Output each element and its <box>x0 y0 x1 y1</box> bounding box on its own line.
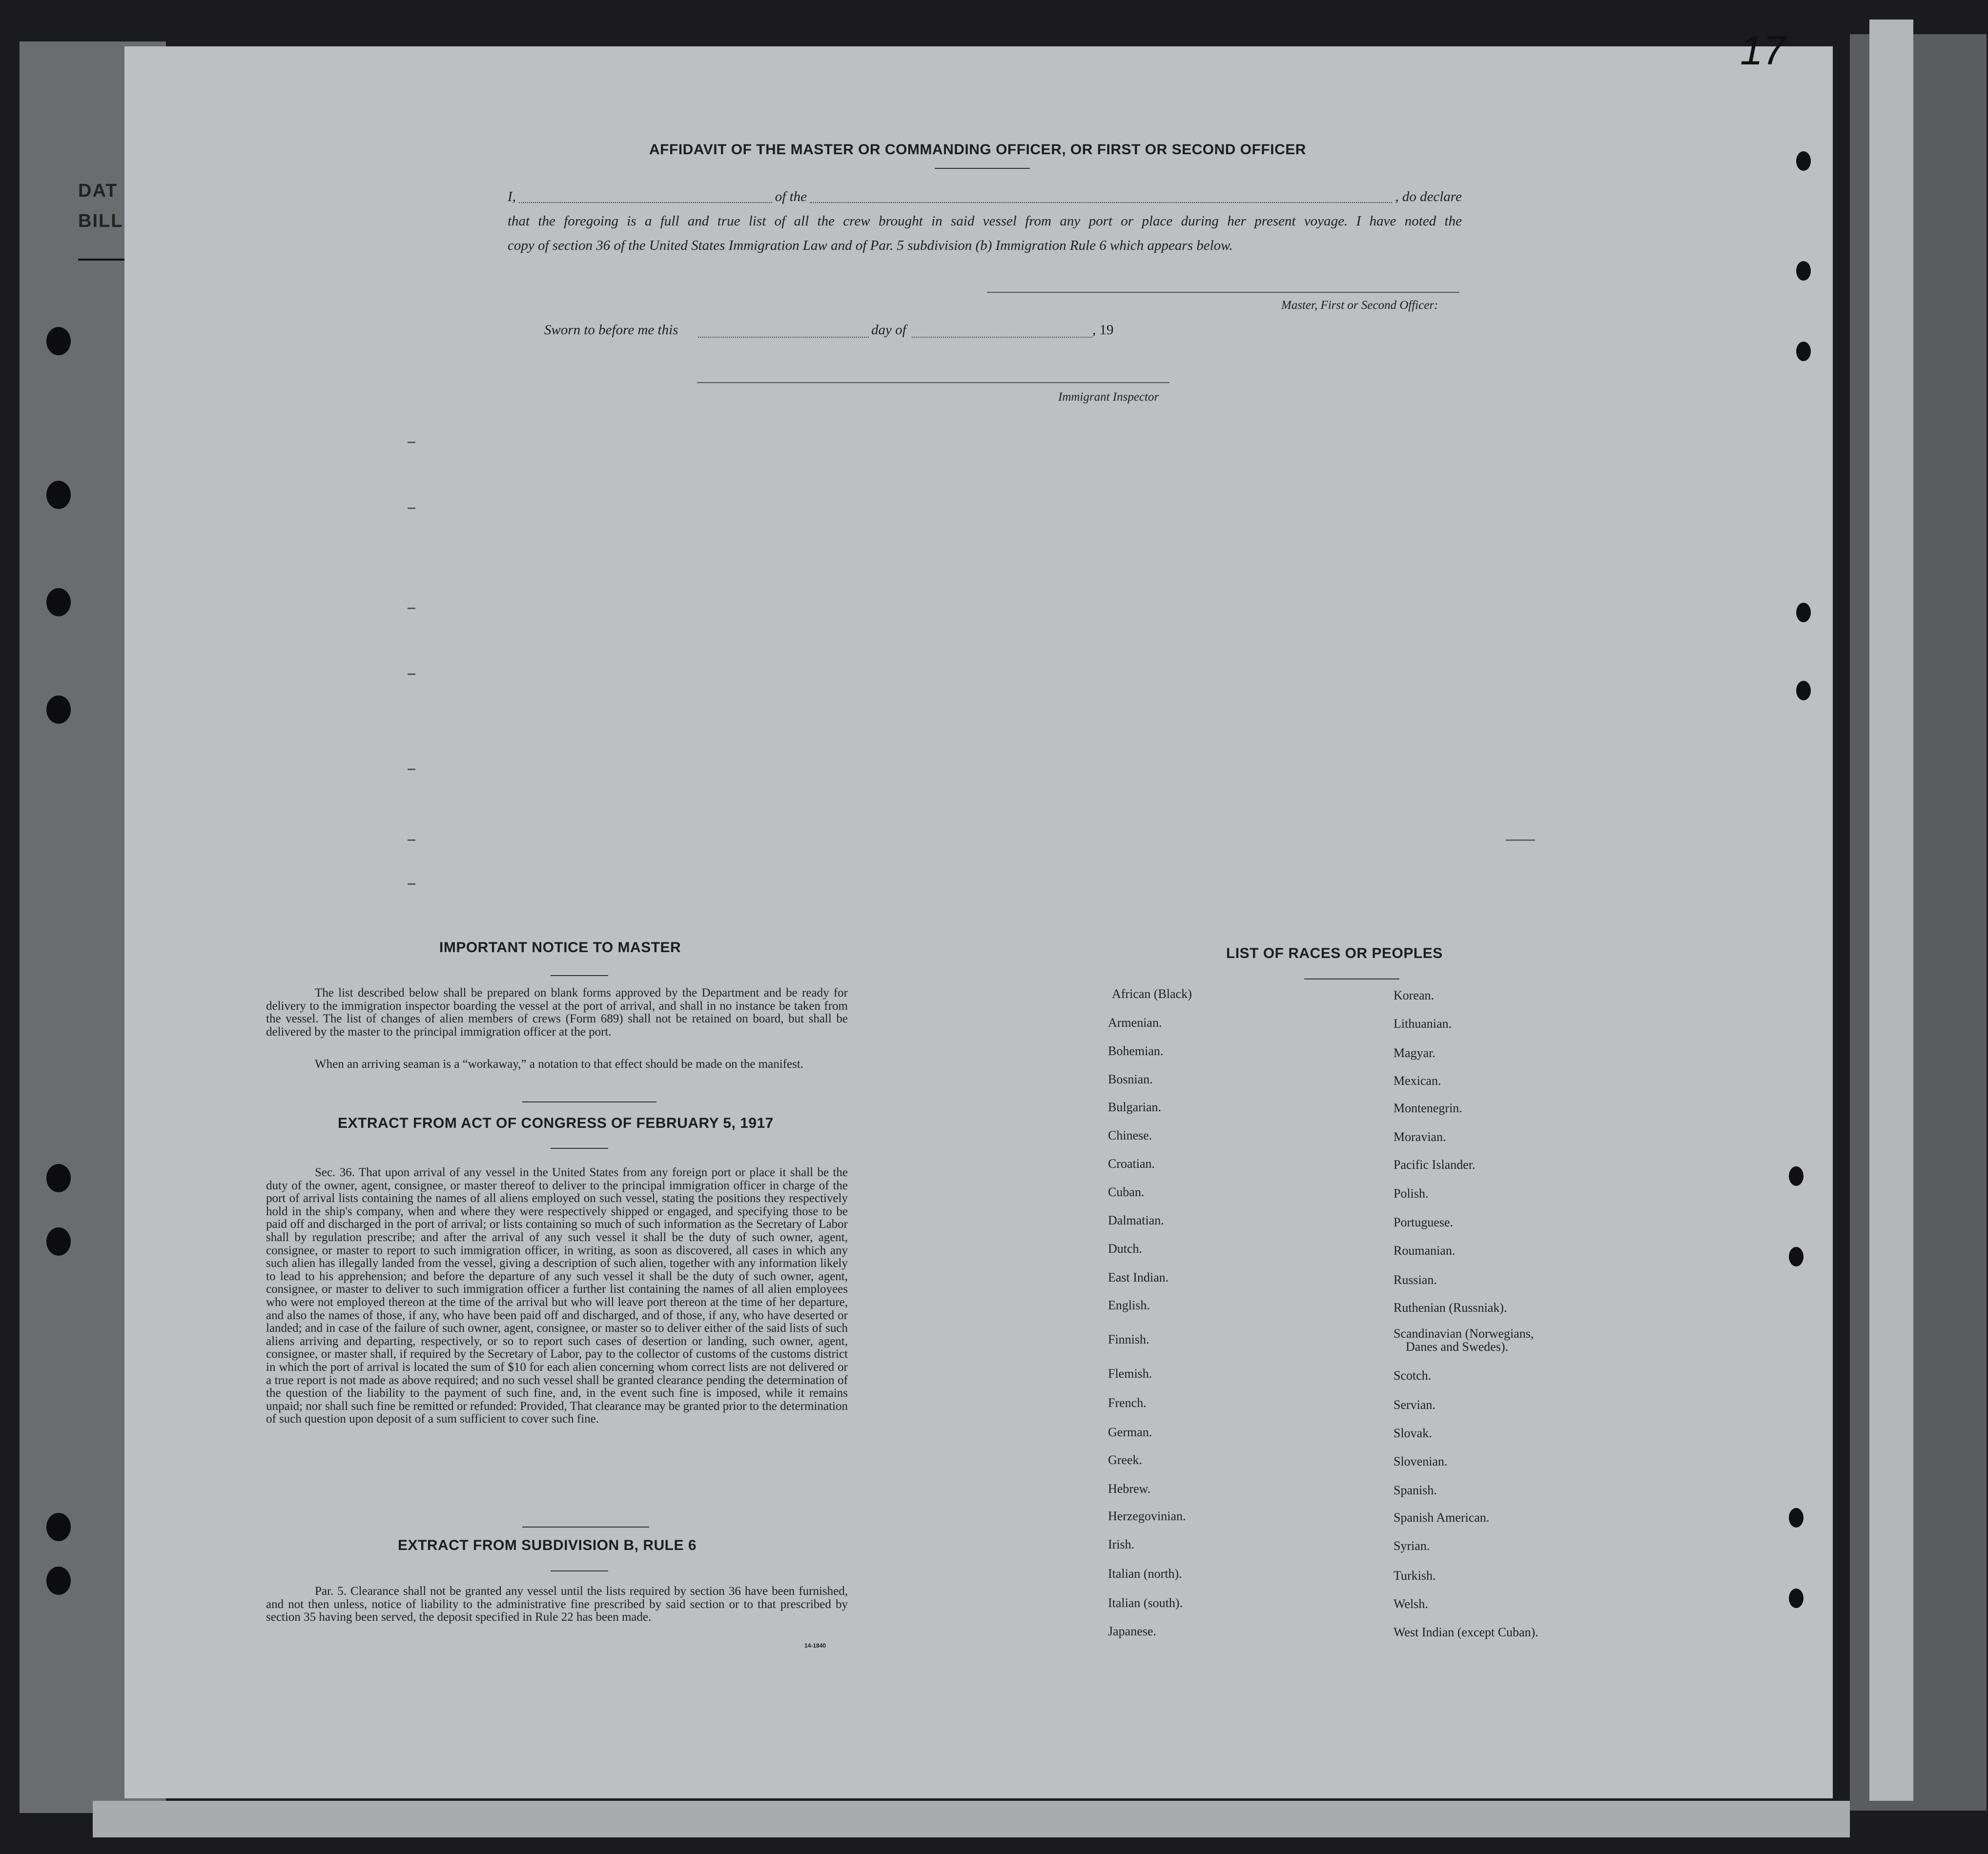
sworn-day-of: day of <box>871 322 906 338</box>
act-extract-body: Sec. 36. That upon arrival of any vessel in the United States from any foreign port or place it shall be the duty of the owner, agent, consignee, or master thereof to deliver to the principal immigration officer in charge of the port of arrival lists containing the names of all aliens employed on such vessel, stating the positions they respectively hold in the ship's company, when and where they were respectively shipped or engaged, and specifying those to be paid off and discharged in the port of arrival; or lists containing so much of such information as the Secretary of Labor shall by regulation prescribe; and after the arrival of any such vessel it shall be the duty of such owner, agent, consignee, or master to report to such immigration officer, in writing, as soon as discovered, all cases in which any such alien has illegally landed from the vessel, giving a description of such alien, together with any information likely to lead to his apprehension; and before the departure of any such vessel it shall be the duty of such owner, agent, consignee, or master to deliver to such immigration officer a further list containing the names of all alien employees who were not employed thereon at the time of the arrival but who will leave port thereon at the time of her departure, and also the names of those, if any, who have been paid off and discharged, and of those, if any, who have deserted or landed; and in case of the failure of such owner, agent, consignee, or master so to deliver either of the said lists of such aliens arriving and departing, respectively, or so to report such cases of desertion or landing, such owner, agent, consignee, or master shall, if required by the Secretary of Labor, pay to the collector of customs of the customs district in which the port of arrival is located the sum of $10 for each alien concerning whom correct lists are not delivered or a true report is not made as above required; and no such vessel shall be granted clearance pending the determination of the question of the liability to the payment of such fine, and, in the event such fine is imposed, while it remains unpaid; nor shall such fine be remitted or refunded: Provided, That clearance may be granted prior to the determination of such question upon deposit of a sum sufficient to cover such fine. <box>266 1166 848 1426</box>
affidavit-do-declare: , do declare <box>1395 189 1462 204</box>
race-item: East Indian. <box>1108 1270 1169 1284</box>
binding-hole <box>1796 342 1811 361</box>
binding-hole <box>46 481 71 509</box>
race-item: Hebrew. <box>1108 1482 1151 1496</box>
race-item: African (Black) <box>1112 987 1192 1001</box>
race-item: Cuban. <box>1108 1185 1145 1199</box>
affidavit-declaration-line <box>508 184 1462 209</box>
sworn-month-field[interactable] <box>912 337 1092 338</box>
binding-hole <box>46 695 71 724</box>
race-item: Japanese. <box>1108 1624 1156 1638</box>
notice-paragraph: The list described below shall be prepared on blank forms approved by the Department and be ready for delivery to the immigration inspector boarding the vessel at the port of arrival, and shall in no instance be taken from the vessel. The list of changes of alien members of crews (Form 689) shall not be retained on board, but shall be delivered by the master to the principal immigration officer at the port. <box>266 986 848 1039</box>
race-item: Danes and Swedes). <box>1406 1340 1509 1354</box>
race-item: Croatian. <box>1108 1157 1155 1171</box>
notice-title-rule <box>551 975 608 976</box>
underlying-sheet-edge <box>1869 20 1913 1801</box>
race-item: Slovenian. <box>1394 1454 1448 1468</box>
race-item: Servian. <box>1394 1398 1435 1412</box>
master-name-field[interactable] <box>519 202 772 203</box>
underlying-rule <box>78 259 124 261</box>
binding-hole <box>1796 151 1811 171</box>
race-item: Syrian. <box>1394 1539 1430 1553</box>
underlying-sheet-bottom <box>93 1801 1850 1837</box>
affidavit-i: I, <box>508 189 516 204</box>
race-item: Spanish. <box>1394 1483 1437 1497</box>
race-item: Pacific Islander. <box>1394 1158 1476 1172</box>
binding-hole <box>1796 681 1811 700</box>
race-item: Magyar. <box>1394 1046 1435 1060</box>
race-item: Bohemian. <box>1108 1044 1164 1058</box>
master-signature-line[interactable] <box>987 292 1459 293</box>
race-item: Ruthenian (Russniak). <box>1394 1301 1507 1315</box>
race-item: Italian (south). <box>1108 1596 1183 1610</box>
inspector-caption: Immigrant Inspector <box>1058 390 1159 404</box>
race-item: English. <box>1108 1298 1150 1312</box>
race-item: Herzegovinian. <box>1108 1509 1186 1523</box>
race-item: Welsh. <box>1394 1597 1428 1611</box>
races-title-rule <box>1304 978 1399 979</box>
race-item: Montenegrin. <box>1394 1101 1462 1115</box>
race-item: Dutch. <box>1108 1242 1143 1256</box>
sworn-text: Sworn to before me this <box>544 322 678 338</box>
form-page <box>124 46 1833 1798</box>
race-item: Bulgarian. <box>1108 1100 1162 1114</box>
race-item: Greek. <box>1108 1453 1143 1467</box>
show-through-mark <box>408 839 415 841</box>
races-title: LIST OF RACES OR PEOPLES <box>1226 945 1443 961</box>
race-item: Mexican. <box>1394 1074 1441 1088</box>
binding-hole <box>1796 261 1811 281</box>
rule-extract-body: Par. 5. Clearance shall not be granted any vessel until the lists required by section 36 have been furnished, and not then unless, notice of liability to the administrative fine prescribed by said section or to that prescribed by section 35 having been served, the deposit specified in Rule 22 has been made. <box>266 1585 848 1624</box>
race-item: Lithuanian. <box>1394 1017 1452 1031</box>
show-through-mark <box>408 673 415 675</box>
race-item: Korean. <box>1394 988 1435 1002</box>
sworn-day-field[interactable] <box>698 337 869 338</box>
race-item: Moravian. <box>1394 1130 1446 1144</box>
binding-hole <box>46 1513 71 1541</box>
affidavit-title-rule <box>935 168 1030 169</box>
underlying-text-fragment: DAT <box>78 181 118 201</box>
race-item: Bosnian. <box>1108 1072 1153 1086</box>
binding-hole <box>46 588 71 616</box>
binding-hole <box>1796 603 1811 622</box>
notice-paragraph: When an arriving seaman is a “workaway,” a notation to that effect should be made on the manifest. <box>315 1058 804 1071</box>
binding-hole <box>46 327 71 355</box>
race-item: Flemish. <box>1108 1366 1152 1381</box>
page-number: 17 <box>1740 27 1786 73</box>
show-through-mark <box>1506 839 1535 841</box>
race-item: Finnish. <box>1108 1332 1149 1346</box>
show-through-mark <box>408 883 415 885</box>
master-signature-caption: Master, First or Second Officer: <box>1281 299 1438 312</box>
vessel-name-field[interactable] <box>810 202 1392 203</box>
binding-hole <box>1789 1247 1804 1266</box>
race-item: West Indian (except Cuban). <box>1394 1625 1538 1639</box>
race-item: Russian. <box>1394 1273 1437 1287</box>
affidavit-statement-line: that the foregoing is a full and true list of all the crew brought in said vessel from any port or place during her present voyage. I have noted the <box>508 213 1462 229</box>
show-through-mark <box>408 442 415 443</box>
affidavit-body <box>508 184 1462 258</box>
race-item: Irish. <box>1108 1537 1135 1551</box>
notice-title: IMPORTANT NOTICE TO MASTER <box>439 939 681 956</box>
binding-hole <box>46 1567 71 1595</box>
sworn-year: , 19 <box>1092 322 1114 338</box>
form-code: 14-1840 <box>804 1642 826 1649</box>
underlying-text-fragment: BILL <box>78 211 123 231</box>
binding-hole <box>46 1164 71 1192</box>
race-item: Scotch. <box>1394 1368 1432 1383</box>
act-extract-title-rule <box>551 1148 608 1149</box>
race-item: Polish. <box>1394 1186 1429 1201</box>
rule-extract-title: EXTRACT FROM SUBDIVISION B, RULE 6 <box>398 1537 697 1553</box>
show-through-mark <box>408 508 415 509</box>
binding-hole <box>1789 1166 1804 1186</box>
race-item: Scandinavian (Norwegians, <box>1394 1326 1534 1341</box>
binding-hole <box>46 1227 71 1256</box>
race-item: Italian (north). <box>1108 1567 1182 1581</box>
race-item: Armenian. <box>1108 1016 1162 1030</box>
race-item: French. <box>1108 1396 1147 1410</box>
inspector-signature-line[interactable] <box>697 382 1169 383</box>
race-item: Chinese. <box>1108 1128 1152 1142</box>
race-item: Dalmatian. <box>1108 1213 1164 1227</box>
section-rule <box>522 1101 656 1102</box>
affidavit-title: AFFIDAVIT OF THE MASTER OR COMMANDING OFFICER, OR FIRST OR SECOND OFFICER <box>649 142 1306 158</box>
affidavit-statement-line: copy of section 36 of the United States Immigration Law and of Par. 5 subdivision (b) Immigration Rule 6 which appears below. <box>508 238 1233 253</box>
show-through-mark <box>408 769 415 770</box>
race-item: Roumanian. <box>1394 1243 1455 1258</box>
show-through-mark <box>408 608 415 609</box>
act-extract-title: EXTRACT FROM ACT OF CONGRESS OF FEBRUARY 5, 1917 <box>338 1115 774 1131</box>
race-item: Turkish. <box>1394 1569 1436 1583</box>
section-rule <box>522 1527 649 1528</box>
race-item: German. <box>1108 1425 1152 1439</box>
race-item: Slovak. <box>1394 1426 1432 1440</box>
race-item: Spanish American. <box>1394 1510 1490 1525</box>
affidavit-of-the: of the <box>775 189 807 204</box>
rule-extract-title-rule <box>551 1570 608 1571</box>
race-item: Portuguese. <box>1394 1215 1454 1229</box>
binding-hole <box>1789 1508 1804 1528</box>
binding-hole <box>1789 1589 1804 1608</box>
